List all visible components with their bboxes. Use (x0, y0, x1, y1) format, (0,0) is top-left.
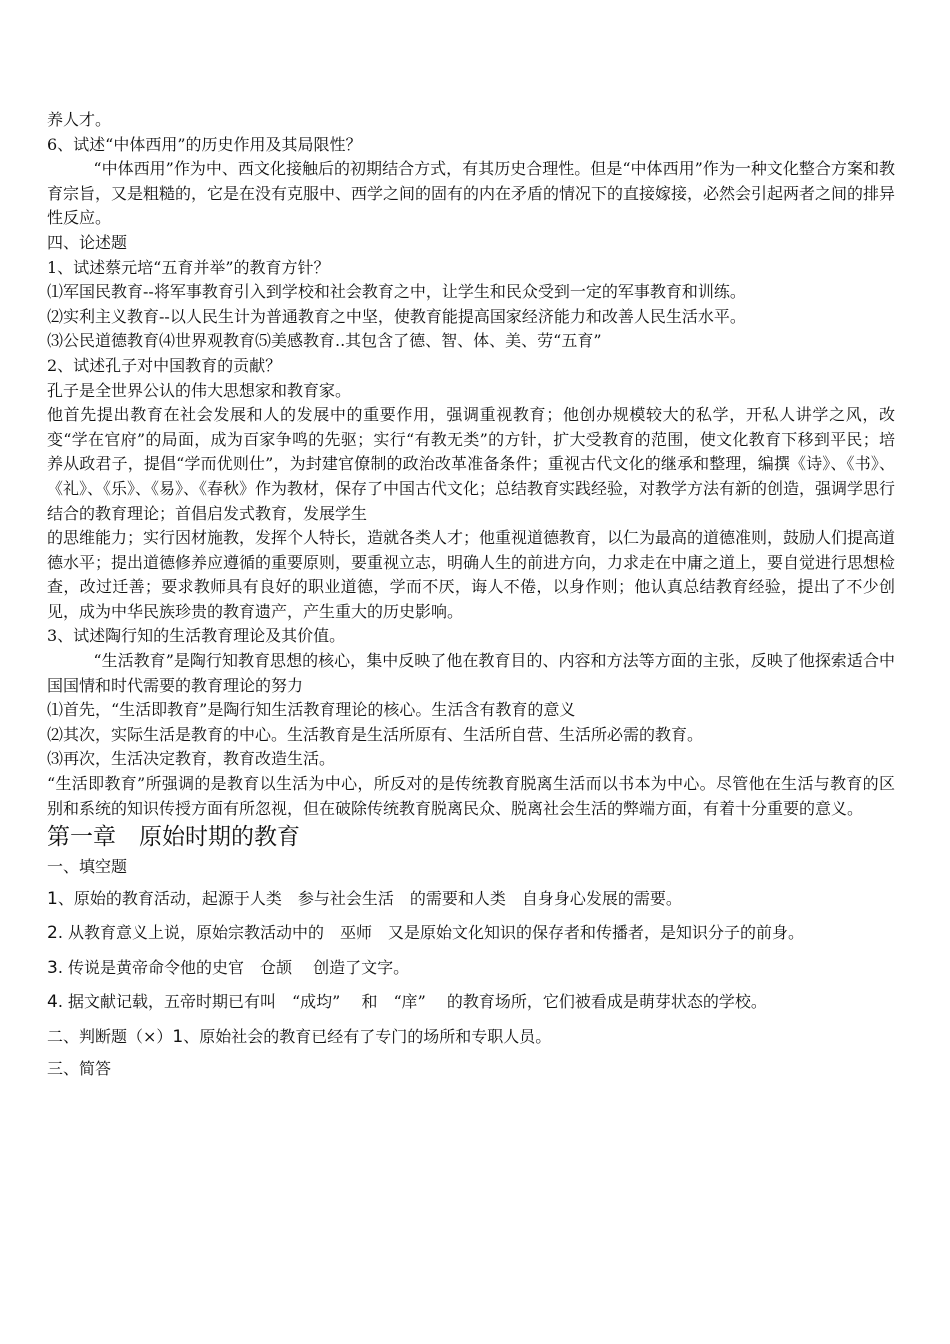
answer-item: ⑵实利主义教育--以人民生计为普通教育之中坚，使教育能提高国家经济能力和改善人民生活水平。 (47, 306, 746, 326)
question-text: . 据文献记载，五帝时期已有叫 “成均” 和 “庠” 的教育场所，它们被看成是萌芽状态的学校。 (57, 992, 767, 1012)
answer-paragraph: “生活教育”是陶行知教育思想的核心，集中反映了他在教育目的、内容和方法等方面的主张，反映了他探索适合中国国情和时代需要的教育理论的努力 (47, 651, 895, 695)
question-text: . 传说是黄帝命令他的史官 仓颉 创造了文字。 (57, 957, 410, 977)
section-heading: 四、论述题 (47, 232, 128, 252)
section-heading: 三、简答 (47, 1059, 112, 1079)
fill-blank-question (47, 953, 895, 984)
answer-item: ⑶公民道德教育⑷世界观教育⑸美感教育..其包含了德、智、体、美、劳“五育” (47, 331, 602, 351)
text-line: 养人才。 (47, 110, 112, 129)
answer-paragraph: “生活即教育”所强调的是教育以生活为中心，所反对的是传统教育脱离生活而以书本为中心。尽管他在生活与教育的区别和系统的知识传授方面有所忽视，但在破除传统教育脱离民众、脱离社会生活的弊端方面，有着十分重要的意义。 (47, 774, 895, 818)
question-number: 3 (47, 957, 58, 978)
answer-paragraph: “中体西用”作为中、西文化接触后的初期结合方式，有其历史合理性。但是“中体西用”作为一种文化整合方案和教育宗旨，又是粗糙的，它是在没有克服中、西学之间的固有的内在矛盾的情况下的直接嫁接，必然会引起两者之间的排异性反应。 (47, 159, 896, 228)
answer-paragraph: 他首先提出教育在社会发展和人的发展中的重要作用，强调重视教育；他创办规模较大的私学，开私人讲学之风，改变“学在官府”的局面，成为百家争鸣的先驱；实行“有教无类”的方针，扩大受教育的范围，使文化教育下移到平民；培养从政君子，提倡“学而优则仕”，为封建官僚制的政治改革准备条件；重视古代文化的继承和整理，编撰《诗》、《书》、《礼》、《乐》、《易》、《春秋》作为教材，保存了中国古代文化；总结教育实践经验，对教学方法有新的创造，强调学思行结合的教育理论；首倡启发式教育，发展学生 (47, 405, 896, 523)
fill-blank-question (47, 884, 895, 915)
document-page (47, 108, 895, 1084)
answer-item: ⑴军国民教育--将军事教育引入到学校和社会教育之中，让学生和民众受到一定的军事教育和训练。 (47, 282, 746, 302)
question-number: 2 (47, 923, 58, 944)
section-heading: 二、判断题（×） (47, 1026, 173, 1046)
chapter-title: 第一章 原始时期的教育 (47, 824, 300, 851)
question-number: 1 (172, 1026, 184, 1047)
fill-blank-question (47, 918, 895, 949)
question-text: 、原始社会的教育已经有了专门的场所和专职人员。 (183, 1026, 552, 1046)
answer-paragraph: 的思维能力；实行因材施教，发挥个人特长，造就各类人才；他重视道德教育，以仁为最高的道德准则，鼓励人们提高道德水平；提出道德修养应遵循的重要原则，要重视立志，明确人生的前进方向，力求走在中庸之道上，要自觉进行思想检查，改过迁善；要求教师具有良好的职业道德，学而不厌，诲人不倦，以身作则；他认真总结教育经验，提出了不少创见，成为中华民族珍贵的教育遗产，产生重大的历史影响。 (47, 528, 896, 621)
question-heading: 6、试述“中体西用”的历史作用及其局限性？ (47, 134, 362, 154)
true-false-question (47, 1022, 895, 1053)
answer-item: ⑵其次，实际生活是教育的中心。生活教育是生活所原有、生活所自营、生活所必需的教育。 (47, 724, 704, 744)
question-heading: 2、试述孔子对中国教育的贡献？ (47, 355, 282, 375)
answer-item: ⑴首先，“生活即教育”是陶行知生活教育理论的核心。生活含有教育的意义 (47, 700, 576, 720)
question-text: 、原始的教育活动，起源于人类 参与社会生活 的需要和人类 自身身心发展的需要。 (57, 888, 682, 908)
question-number: 1 (47, 888, 58, 909)
text-line: 孔子是全世界公认的伟大思想家和教育家。 (47, 380, 352, 400)
answer-item: ⑶再次，生活决定教育，教育改造生活。 (47, 749, 336, 769)
question-number: 4 (47, 992, 58, 1013)
fill-blank-question (47, 987, 895, 1018)
question-heading: 1、试述蔡元培“五育并举”的教育方针？ (47, 257, 330, 277)
section-heading: 一、填空题 (47, 857, 128, 877)
question-heading: 3、试述陶行知的生活教育理论及其价值。 (47, 626, 346, 646)
question-text: . 从教育意义上说，原始宗教活动中的 巫师 又是原始文化知识的保存者和传播者，是知识分子的前身。 (57, 923, 805, 943)
